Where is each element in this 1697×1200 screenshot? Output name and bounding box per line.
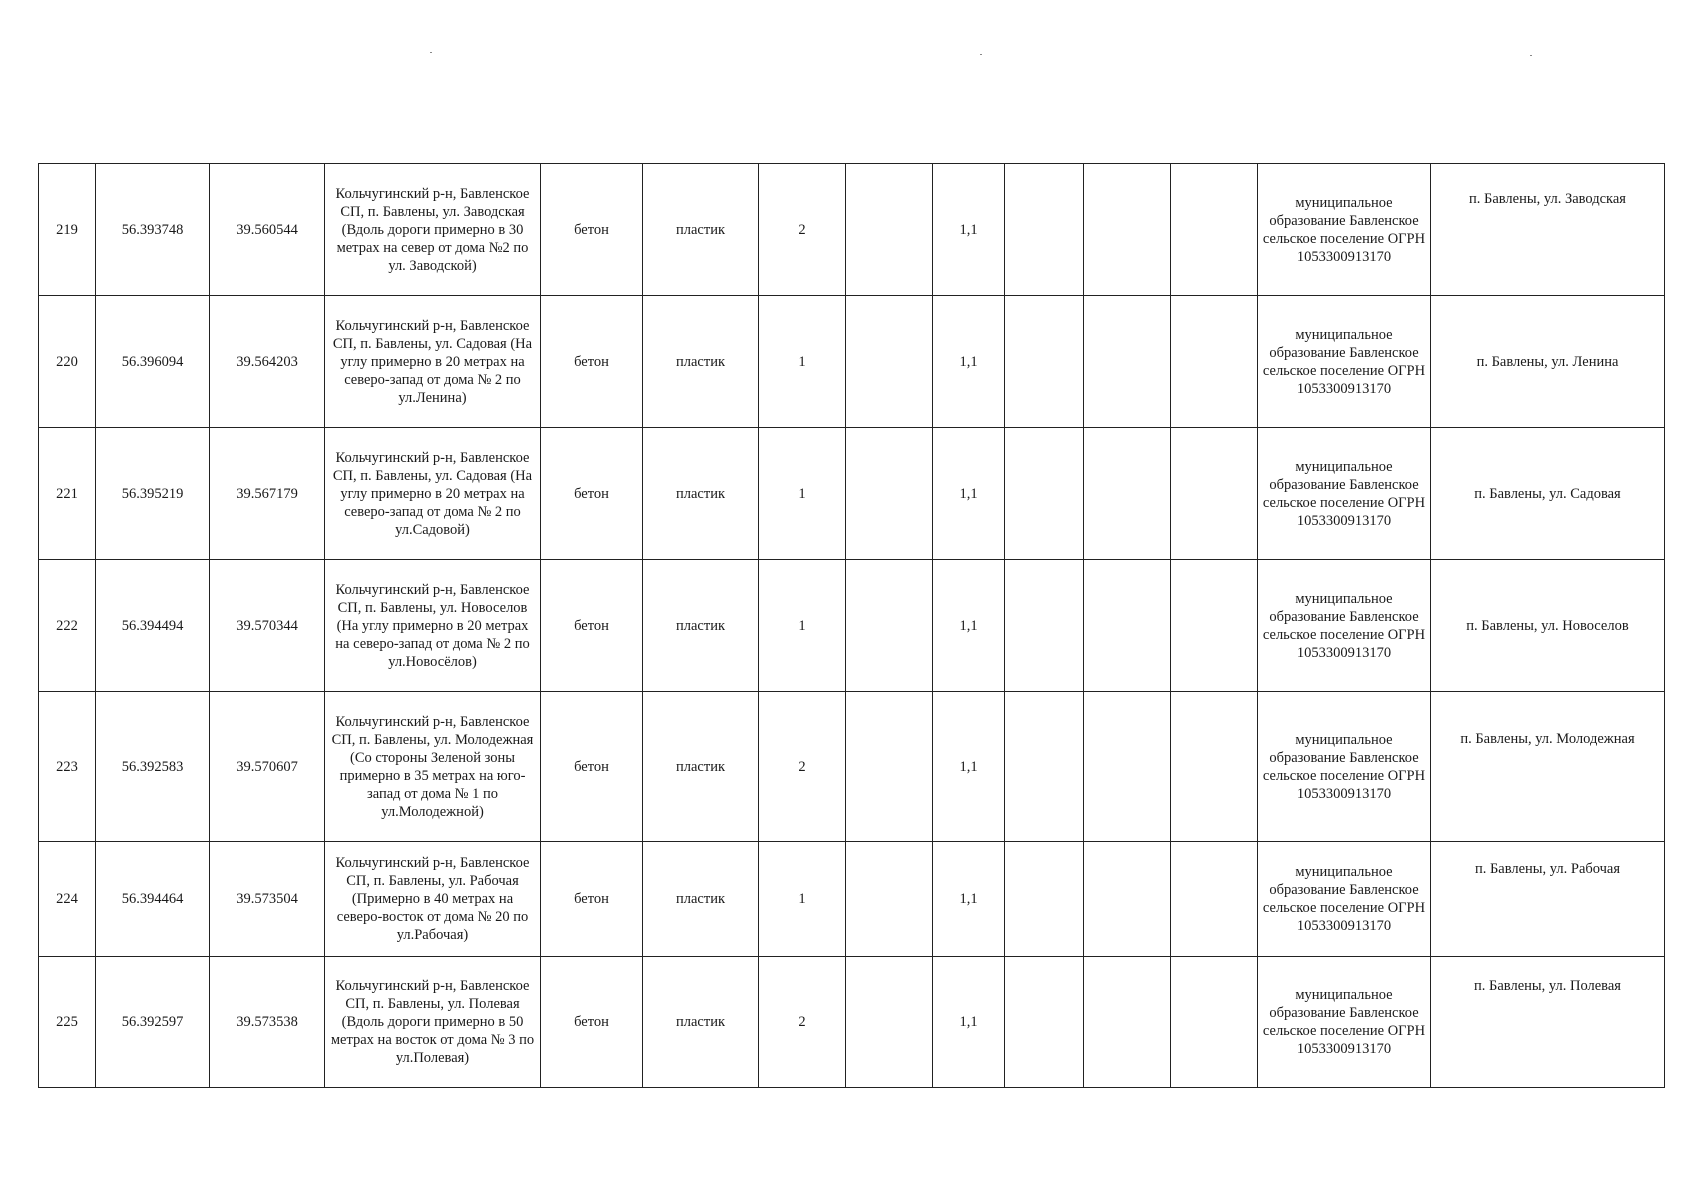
waste-source: п. Бавлены, ул. Полевая: [1431, 957, 1665, 1088]
site-address: Кольчугинский р-н, Бавленское СП, п. Бавлены, ул. Рабочая (Примерно в 40 метрах на северо-восток от дома № 20 по ул.Рабочая): [325, 842, 541, 957]
table-row: [39, 842, 1665, 957]
empty-cell: [846, 957, 933, 1088]
table-row: [39, 164, 1665, 296]
waste-source: п. Бавлены, ул. Заводская: [1431, 164, 1665, 296]
row-number: 219: [39, 164, 96, 296]
container-material: пластик: [643, 164, 759, 296]
empty-cell: [1005, 842, 1084, 957]
waste-source: п. Бавлены, ул. Садовая: [1431, 428, 1665, 560]
empty-cell: [846, 164, 933, 296]
base-material: бетон: [541, 692, 643, 842]
empty-cell: [846, 560, 933, 692]
table-row: [39, 428, 1665, 560]
base-material: бетон: [541, 296, 643, 428]
empty-cell: [1005, 296, 1084, 428]
scan-speck: [980, 54, 982, 55]
container-material: пластик: [643, 692, 759, 842]
row-number: 220: [39, 296, 96, 428]
latitude: 56.392597: [96, 957, 210, 1088]
container-volume: 1,1: [933, 957, 1005, 1088]
empty-cell: [1084, 957, 1171, 1088]
scan-speck: [1530, 55, 1532, 56]
container-volume: 1,1: [933, 428, 1005, 560]
owner-info: муниципальное образование Бавленское сельское поселение ОГРН 1053300913170: [1258, 296, 1431, 428]
row-number: 225: [39, 957, 96, 1088]
base-material: бетон: [541, 957, 643, 1088]
container-volume: 1,1: [933, 296, 1005, 428]
site-address: Кольчугинский р-н, Бавленское СП, п. Бавлены, ул. Садовая (На углу примерно в 20 метрах на северо-запад от дома № 2 по ул.Ленина): [325, 296, 541, 428]
container-count: 1: [759, 560, 846, 692]
base-material: бетон: [541, 560, 643, 692]
empty-cell: [846, 842, 933, 957]
latitude: 56.393748: [96, 164, 210, 296]
empty-cell: [1171, 692, 1258, 842]
waste-source: п. Бавлены, ул. Рабочая: [1431, 842, 1665, 957]
latitude: 56.392583: [96, 692, 210, 842]
empty-cell: [1084, 560, 1171, 692]
waste-source: п. Бавлены, ул. Новоселов: [1431, 560, 1665, 692]
empty-cell: [1005, 428, 1084, 560]
longitude: 39.564203: [210, 296, 325, 428]
latitude: 56.394494: [96, 560, 210, 692]
site-address: Кольчугинский р-н, Бавленское СП, п. Бавлены, ул. Молодежная (Со стороны Зеленой зоны примерно в 35 метрах на юго-запад от дома № 1 по ул.Молодежной): [325, 692, 541, 842]
table-row: [39, 957, 1665, 1088]
container-count: 2: [759, 692, 846, 842]
empty-cell: [1005, 560, 1084, 692]
empty-cell: [1171, 560, 1258, 692]
container-volume: 1,1: [933, 560, 1005, 692]
table-row: [39, 560, 1665, 692]
owner-info: муниципальное образование Бавленское сельское поселение ОГРН 1053300913170: [1258, 428, 1431, 560]
empty-cell: [1171, 296, 1258, 428]
longitude: 39.573504: [210, 842, 325, 957]
empty-cell: [846, 296, 933, 428]
waste-source: п. Бавлены, ул. Молодежная: [1431, 692, 1665, 842]
container-volume: 1,1: [933, 692, 1005, 842]
empty-cell: [1084, 296, 1171, 428]
base-material: бетон: [541, 164, 643, 296]
empty-cell: [846, 692, 933, 842]
empty-cell: [1171, 164, 1258, 296]
owner-info: муниципальное образование Бавленское сельское поселение ОГРН 1053300913170: [1258, 560, 1431, 692]
empty-cell: [1084, 428, 1171, 560]
table-row: [39, 692, 1665, 842]
container-count: 1: [759, 842, 846, 957]
waste-sites-table: [38, 163, 1665, 1088]
container-material: пластик: [643, 842, 759, 957]
scan-speck: [430, 52, 432, 53]
row-number: 224: [39, 842, 96, 957]
longitude: 39.560544: [210, 164, 325, 296]
container-count: 1: [759, 296, 846, 428]
container-volume: 1,1: [933, 164, 1005, 296]
owner-info: муниципальное образование Бавленское сельское поселение ОГРН 1053300913170: [1258, 957, 1431, 1088]
site-address: Кольчугинский р-н, Бавленское СП, п. Бавлены, ул. Полевая (Вдоль дороги примерно в 50 метрах на восток от дома № 3 по ул.Полевая): [325, 957, 541, 1088]
empty-cell: [1005, 692, 1084, 842]
empty-cell: [1171, 957, 1258, 1088]
latitude: 56.396094: [96, 296, 210, 428]
empty-cell: [1171, 842, 1258, 957]
longitude: 39.567179: [210, 428, 325, 560]
empty-cell: [846, 428, 933, 560]
container-count: 2: [759, 164, 846, 296]
empty-cell: [1084, 692, 1171, 842]
owner-info: муниципальное образование Бавленское сельское поселение ОГРН 1053300913170: [1258, 692, 1431, 842]
empty-cell: [1084, 164, 1171, 296]
longitude: 39.570607: [210, 692, 325, 842]
table-row: [39, 296, 1665, 428]
container-volume: 1,1: [933, 842, 1005, 957]
row-number: 222: [39, 560, 96, 692]
longitude: 39.570344: [210, 560, 325, 692]
empty-cell: [1005, 164, 1084, 296]
longitude: 39.573538: [210, 957, 325, 1088]
container-material: пластик: [643, 296, 759, 428]
row-number: 221: [39, 428, 96, 560]
empty-cell: [1005, 957, 1084, 1088]
base-material: бетон: [541, 842, 643, 957]
container-material: пластик: [643, 957, 759, 1088]
site-address: Кольчугинский р-н, Бавленское СП, п. Бавлены, ул. Заводская (Вдоль дороги примерно в 30 метрах на север от дома №2 по ул. Заводской): [325, 164, 541, 296]
container-material: пластик: [643, 560, 759, 692]
container-material: пластик: [643, 428, 759, 560]
site-address: Кольчугинский р-н, Бавленское СП, п. Бавлены, ул. Новоселов (На углу примерно в 20 метрах на северо-запад от дома № 2 по ул.Новосёлов): [325, 560, 541, 692]
latitude: 56.395219: [96, 428, 210, 560]
waste-source: п. Бавлены, ул. Ленина: [1431, 296, 1665, 428]
empty-cell: [1084, 842, 1171, 957]
container-count: 1: [759, 428, 846, 560]
owner-info: муниципальное образование Бавленское сельское поселение ОГРН 1053300913170: [1258, 842, 1431, 957]
row-number: 223: [39, 692, 96, 842]
owner-info: муниципальное образование Бавленское сельское поселение ОГРН 1053300913170: [1258, 164, 1431, 296]
latitude: 56.394464: [96, 842, 210, 957]
container-count: 2: [759, 957, 846, 1088]
base-material: бетон: [541, 428, 643, 560]
empty-cell: [1171, 428, 1258, 560]
site-address: Кольчугинский р-н, Бавленское СП, п. Бавлены, ул. Садовая (На углу примерно в 20 метрах на северо-запад от дома № 2 по ул.Садовой): [325, 428, 541, 560]
